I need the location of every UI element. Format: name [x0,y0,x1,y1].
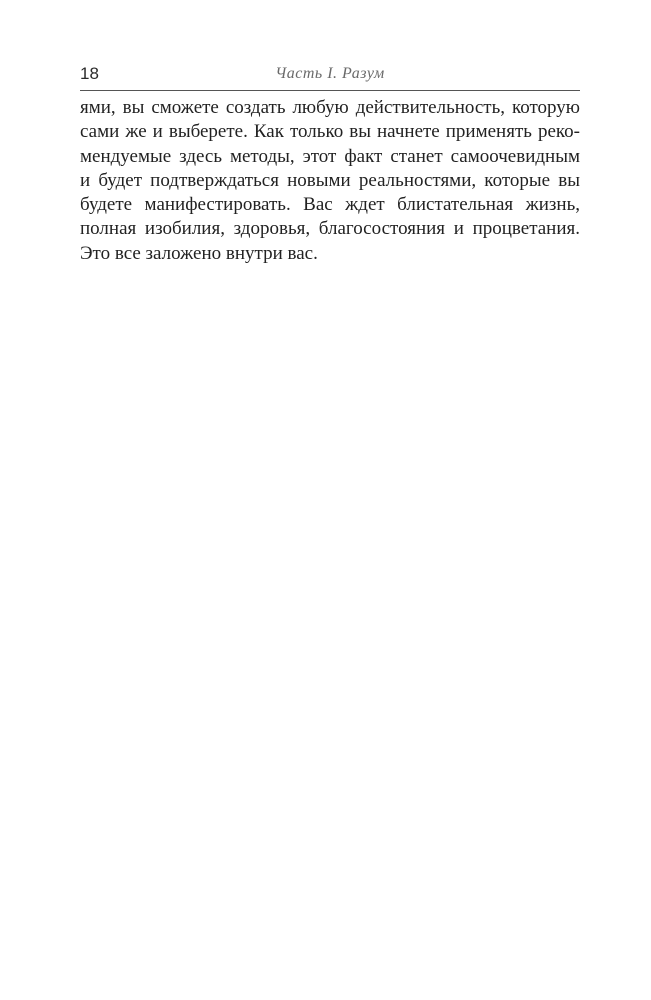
text-line: будете манифестировать. Вас ждет блистательная жизнь, [80,194,580,216]
text-line: полная изобилия, здоровья, благосостояния и процветания. [80,218,580,240]
text-line: сами же и выберете. Как только вы начнете применять реко- [80,121,580,143]
header-divider [80,90,580,91]
text-line: мендуемые здесь методы, этот факт станет самоочевидным [80,145,580,167]
running-title: Часть I. Разум [275,65,385,82]
text-line: Это все заложено внутри вас. [80,242,318,264]
running-head [80,62,580,86]
text-line: ями, вы сможете создать любую действительность, которую [80,97,580,118]
body-paragraph [80,96,580,266]
text-line: и будет подтверждаться новыми реальностями, которые вы [80,169,580,191]
page-number: 18 [80,64,99,83]
